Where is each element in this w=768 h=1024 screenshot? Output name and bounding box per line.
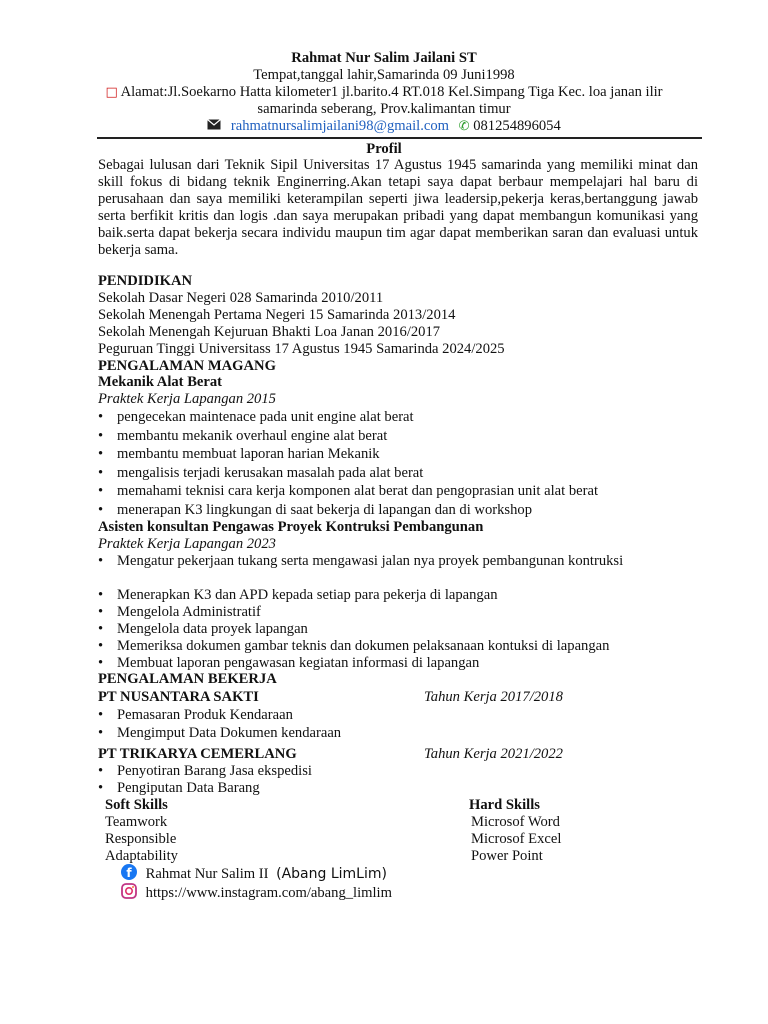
instagram-icon [121, 883, 137, 904]
soft-skills-heading: Soft Skills [105, 797, 168, 813]
phone-icon: ✆ [458, 119, 470, 135]
list-item: Memeriksa dokumen gambar teknis dan dokumen pelaksanaan kontuksi di lapangan [117, 638, 610, 654]
list-item: Penyotiran Barang Jasa ekspedisi [117, 763, 312, 779]
hard-skill-item: Microsof Word [471, 814, 560, 830]
bullet-icon: • [98, 621, 104, 637]
bullet-icon: • [98, 725, 104, 741]
list-item: Mengelola data proyek lapangan [117, 621, 308, 637]
instagram-url: https://www.instagram.com/abang_limlim [145, 884, 392, 901]
work-year: Tahun Kerja 2021/2022 [424, 746, 563, 762]
soft-skill-item: Teamwork [105, 814, 168, 830]
internship-heading: PENGALAMAN MAGANG [98, 358, 276, 374]
bullet-icon: • [98, 707, 104, 723]
internship-job-subtitle: Praktek Kerja Lapangan 2023 [98, 536, 276, 552]
list-item: mengalisis terjadi kerusakan masalah pada alat berat [117, 465, 424, 481]
soft-skill-item: Adaptability [105, 848, 178, 864]
facebook-alias: (Abang LimLim) [276, 865, 387, 882]
contact-line [0, 118, 768, 135]
profile-text: Sebagai lulusan dari Teknik Sipil Universitas 17 Agustus 1945 samarinda yang memiliki minat dan skill fokus di bidang teknik Enginerring.Akan tetapi saya dapat berbaur mempelajari hal baru di perusahaan dan saya memiliki keterampilan seperti jiwa leadersip,pekerja keras,bertanggung jawab serta berfikit kritis dan logis .dan saya merupakan pribadi yang dapat membangun komunikasi yang baik.serta dapat bekerja secara individu maupun tim agar dapat memberikan saran dan evaluasi untuk bekerja sama. [98, 157, 698, 258]
bullet-icon: • [98, 446, 104, 462]
instagram-row[interactable] [121, 883, 392, 904]
hard-skill-item: Power Point [471, 848, 543, 864]
bullet-icon: • [98, 428, 104, 444]
bullet-icon: • [98, 587, 104, 603]
bullet-icon: • [98, 553, 104, 569]
list-item: Mengatur pekerjaan tukang serta mengawasi jalan nya proyek pembangunan kontruksi [117, 553, 624, 569]
email-link[interactable]: rahmatnursalimjailani98@gmail.com [230, 118, 449, 134]
phone-number: 081254896054 [473, 118, 561, 134]
cv-name: Rahmat Nur Salim Jailani ST [291, 50, 477, 66]
work-company: PT NUSANTARA SAKTI [98, 689, 259, 705]
bullet-icon: • [98, 483, 104, 499]
facebook-row[interactable] [121, 864, 387, 885]
bullet-icon: • [98, 604, 104, 620]
hard-skills-heading: Hard Skills [469, 797, 540, 813]
bullet-icon: • [98, 409, 104, 425]
header-divider [97, 137, 702, 139]
education-item: Sekolah Dasar Negeri 028 Samarinda 2010/2011 [98, 290, 384, 306]
internship-job-title: Asisten konsultan Pengawas Proyek Kontruksi Pembangunan [98, 519, 484, 535]
list-item: Mengelola Administratif [117, 604, 261, 620]
list-item: memahami teknisi cara kerja komponen alat berat dan pengoprasian unit alat berat [117, 483, 598, 499]
bullet-icon: • [98, 502, 104, 518]
list-item: Menerapkan K3 dan APD kepada setiap para pekerja di lapangan [117, 587, 498, 603]
bullet-icon: • [98, 655, 104, 671]
list-item: membantu mekanik overhaul engine alat berat [117, 428, 388, 444]
education-item: Sekolah Menengah Kejuruan Bhakti Loa Janan 2016/2017 [98, 324, 441, 340]
education-heading: PENDIDIKAN [98, 273, 193, 289]
list-item: pengecekan maintenace pada unit engine alat berat [117, 409, 414, 425]
list-item: Mengimput Data Dokumen kendaraan [117, 725, 342, 741]
bullet-icon: • [98, 763, 104, 779]
address-line-1-text: Alamat:Jl.Soekarno Hatta kilometer1 jl.barito.4 RT.018 Kel.Simpang Tiga Kec. loa janan ilir [120, 84, 663, 100]
bullet-icon: • [98, 638, 104, 654]
list-item: Pemasaran Produk Kendaraan [117, 707, 293, 723]
facebook-name: Rahmat Nur Salim II [145, 865, 269, 882]
bullet-icon: • [98, 465, 104, 481]
email-icon [207, 118, 221, 135]
profile-heading: Profil [366, 141, 402, 157]
birth-info: Tempat,tanggal lahir,Samarinda 09 Juni1998 [253, 67, 515, 83]
list-item: menerapan K3 lingkungan di saat bekerja di lapangan dan di workshop [117, 502, 532, 518]
hard-skill-item: Microsof Excel [471, 831, 562, 847]
list-item: Pengiputan Data Barang [117, 780, 260, 796]
internship-job-subtitle: Praktek Kerja Lapangan 2015 [98, 391, 276, 407]
list-item: Membuat laporan pengawasan kegiatan informasi di lapangan [117, 655, 480, 671]
soft-skill-item: Responsible [105, 831, 177, 847]
work-company: PT TRIKARYA CEMERLANG [98, 746, 297, 762]
list-item: membantu membuat laporan harian Mekanik [117, 446, 380, 462]
bullet-icon: • [98, 780, 104, 796]
education-item: Sekolah Menengah Pertama Negeri 15 Samarinda 2013/2014 [98, 307, 456, 323]
education-item: Peguruan Tinggi Universitass 17 Agustus 1945 Samarinda 2024/2025 [98, 341, 505, 357]
work-year: Tahun Kerja 2017/2018 [424, 689, 563, 705]
facebook-icon [121, 864, 137, 885]
location-icon: □ [105, 85, 118, 101]
address-line-2: samarinda seberang, Prov.kalimantan timur [257, 101, 511, 117]
address-line-1 [0, 84, 768, 101]
svg-text:f: f [126, 866, 132, 880]
internship-job-title: Mekanik Alat Berat [98, 374, 223, 390]
work-heading: PENGALAMAN BEKERJA [98, 671, 277, 687]
